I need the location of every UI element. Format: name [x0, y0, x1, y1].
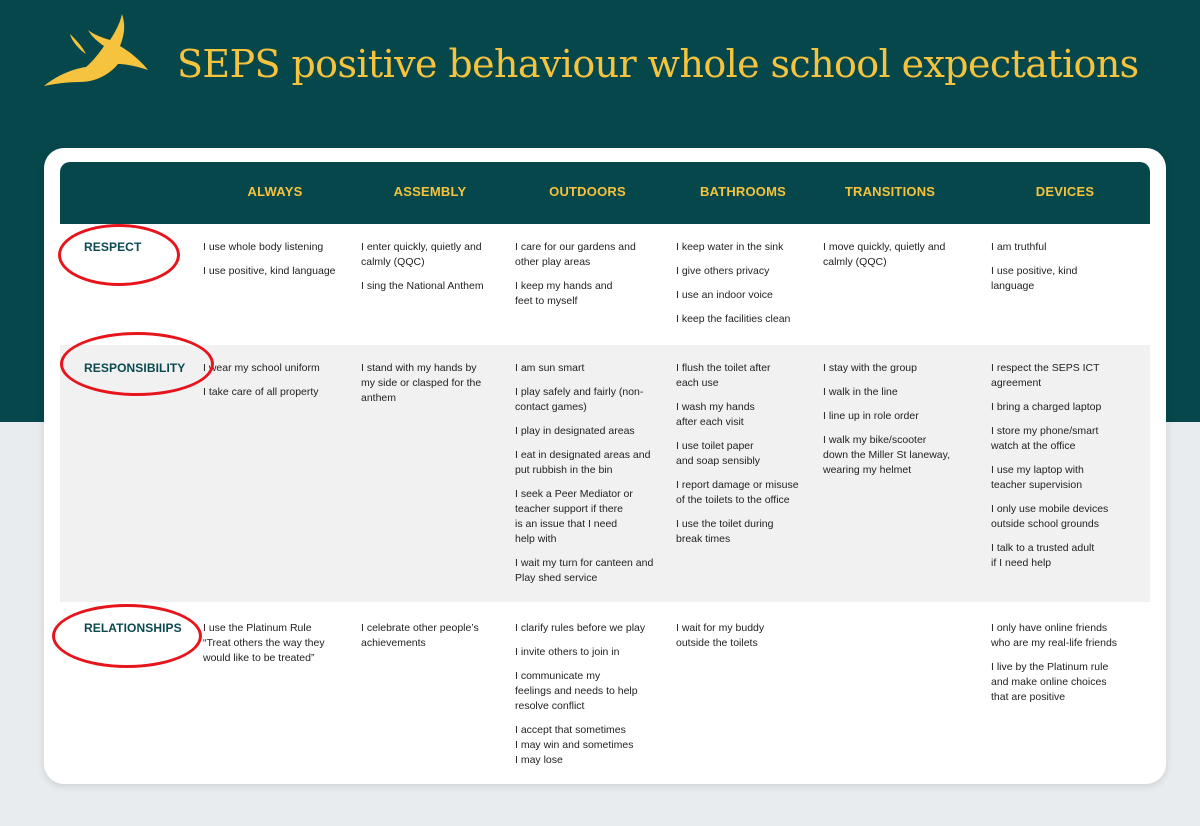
- cell-item: I use the Platinum Rule “Treat others the way they would like to be treated”: [203, 622, 325, 664]
- cell-item: I use whole body listening: [203, 241, 324, 253]
- cell-item: I walk my bike/scooter down the Miller St laneway, wearing my helmet: [823, 434, 951, 476]
- column-header-devices: DEVICES: [1035, 184, 1095, 199]
- cell-item: I stand with my hands by my side or clasped for the anthem: [361, 362, 482, 404]
- table-cell: [515, 240, 670, 318]
- page-title: SEPS positive behaviour whole school expectations: [177, 42, 1139, 86]
- cell-item: I am sun smart: [515, 362, 585, 374]
- highlight-circle-respect: [58, 224, 180, 286]
- table-cell: [991, 240, 1141, 303]
- cell-item: I accept that sometimes I may win and sometimes I may lose: [515, 724, 634, 766]
- cell-item: I use my laptop with teacher supervision: [991, 464, 1084, 491]
- table-cell: [676, 621, 821, 660]
- cell-item: I keep water in the sink: [676, 241, 784, 253]
- table-header-row: [60, 162, 1150, 224]
- bird-logo-icon: [40, 12, 152, 94]
- cell-item: I talk to a trusted adult if I need help: [991, 542, 1095, 569]
- table-cell: [361, 621, 511, 660]
- cell-item: I report damage or misuse of the toilets to the office: [676, 479, 799, 506]
- cell-item: I care for our gardens and other play areas: [515, 241, 636, 268]
- cell-item: I eat in designated areas and put rubbish in the bin: [515, 449, 651, 476]
- cell-item: I store my phone/smart watch at the office: [991, 425, 1099, 452]
- cell-item: I play in designated areas: [515, 425, 635, 437]
- cell-item: I clarify rules before we play: [515, 622, 646, 634]
- column-header-outdoors: OUTDOORS: [549, 184, 626, 199]
- cell-item: I am truthful: [991, 241, 1047, 253]
- table-cell: [991, 621, 1141, 714]
- cell-item: I seek a Peer Mediator or teacher support if there is an issue that I need help with: [515, 488, 633, 545]
- cell-item: I flush the toilet after each use: [676, 362, 771, 389]
- row-label-responsibility: RESPONSIBILITY: [84, 361, 186, 375]
- column-header-bathrooms: BATHROOMS: [699, 184, 787, 199]
- row-label-respect: RESPECT: [84, 240, 142, 254]
- cell-item: I enter quickly, quietly and calmly (QQC): [361, 241, 482, 268]
- cell-item: I communicate my feelings and needs to help resolve conflict: [515, 670, 638, 712]
- table-cell: [515, 621, 670, 777]
- table-cell: [515, 361, 670, 595]
- table-cell: [676, 240, 821, 336]
- cell-item: I live by the Platinum rule and make online choices that are positive: [991, 661, 1109, 703]
- cell-item: I walk in the line: [823, 386, 898, 398]
- expectations-card: [44, 148, 1166, 784]
- cell-item: I wait my turn for canteen and Play shed service: [515, 557, 654, 584]
- cell-item: I celebrate other people’s achievements: [361, 622, 479, 649]
- column-header-transitions: TRANSITIONS: [844, 184, 936, 199]
- table-cell: [203, 621, 353, 675]
- table-cell: [823, 240, 973, 279]
- table-cell: [203, 240, 353, 288]
- column-header-assembly: ASSEMBLY: [393, 184, 467, 199]
- table-cell: [991, 361, 1141, 580]
- cell-item: I use an indoor voice: [676, 289, 773, 301]
- table-cell: [361, 240, 511, 303]
- cell-item: I keep my hands and feet to myself: [515, 280, 613, 307]
- cell-item: I wear my school uniform: [203, 362, 320, 374]
- cell-item: I only have online friends who are my real-life friends: [991, 622, 1118, 649]
- cell-item: I invite others to join in: [515, 646, 620, 658]
- cell-item: I use toilet paper and soap sensibly: [676, 440, 761, 467]
- table-cell: [823, 361, 973, 487]
- cell-item: I play safely and fairly (non- contact games): [515, 386, 644, 413]
- cell-item: I bring a charged laptop: [991, 401, 1102, 413]
- row-label-relationships: RELATIONSHIPS: [84, 621, 182, 635]
- cell-item: I take care of all property: [203, 386, 319, 398]
- table-cell: [361, 361, 511, 415]
- cell-item: I keep the facilities clean: [676, 313, 791, 325]
- cell-item: I stay with the group: [823, 362, 917, 374]
- cell-item: I wash my hands after each visit: [676, 401, 755, 428]
- cell-item: I use positive, kind language: [203, 265, 336, 277]
- column-header-always: ALWAYS: [247, 184, 303, 199]
- cell-item: I give others privacy: [676, 265, 770, 277]
- highlight-circle-relationships: [52, 604, 202, 668]
- cell-item: I move quickly, quietly and calmly (QQC): [823, 241, 946, 268]
- cell-item: I wait for my buddy outside the toilets: [676, 622, 765, 649]
- cell-item: I use the toilet during break times: [676, 518, 774, 545]
- table-cell: [203, 361, 353, 409]
- cell-item: I only use mobile devices outside school grounds: [991, 503, 1109, 530]
- cell-item: I line up in role order: [823, 410, 919, 422]
- cell-item: I respect the SEPS ICT agreement: [991, 362, 1100, 389]
- cell-item: I use positive, kind language: [991, 265, 1078, 292]
- table-cell: [676, 361, 821, 556]
- highlight-circle-responsibility: [60, 332, 214, 396]
- cell-item: I sing the National Anthem: [361, 280, 484, 292]
